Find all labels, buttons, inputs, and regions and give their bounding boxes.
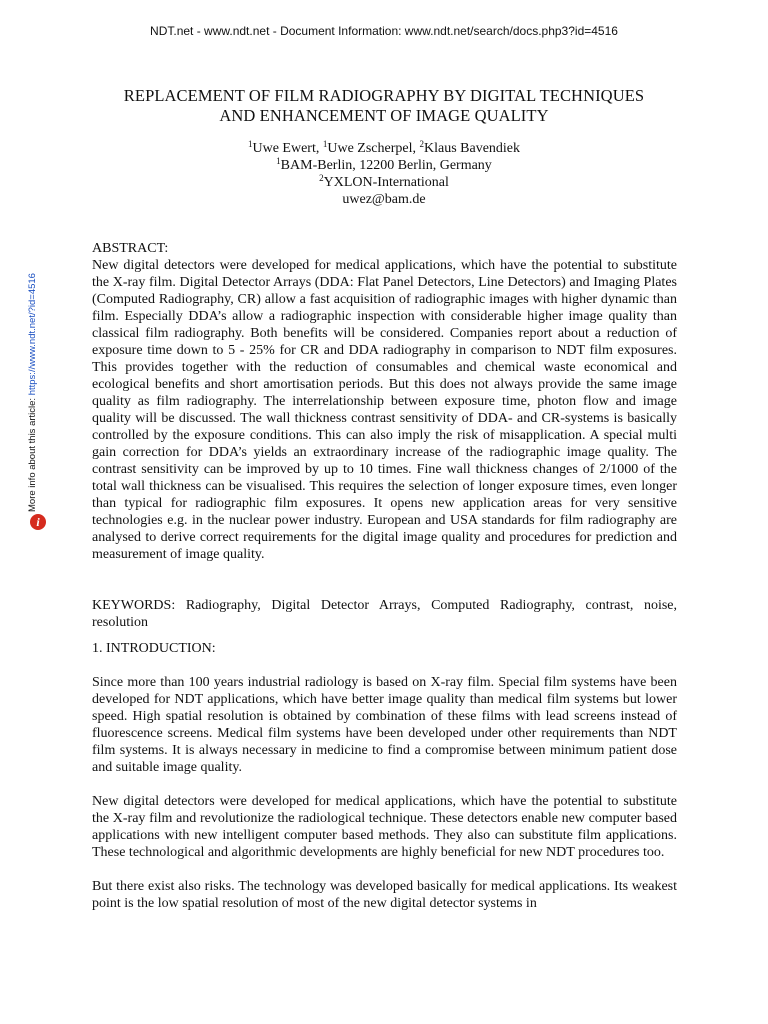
affiliation-2-text: YXLON-International [323,175,449,190]
title-line-1: REPLACEMENT OF FILM RADIOGRAPHY BY DIGITAL TECHNIQUES [123,86,645,105]
paper-title [60,86,708,126]
author-3: Klaus Bavendiek [423,141,521,156]
author-3-affil: 2 [419,139,424,149]
title-line-2: AND ENHANCEMENT OF IMAGE QUALITY [219,106,549,125]
article-info-prefix: More info about this article: [27,395,38,512]
affiliation-1 [60,157,708,174]
author-block [60,140,708,208]
keywords: KEYWORDS: Radiography, Digital Detector Arrays, Computed Radiography, contrast, noise, resolution [92,598,677,630]
affiliation-1-sup: 1 [276,156,281,166]
author-1-affil: 1 [247,139,253,149]
affiliation-2-sup: 2 [319,173,324,183]
paper-body [92,240,677,912]
paragraph: New digital detectors were developed for medical applications, which have the potential to substitute the X-ray film and revolutionize the radiological technique. These detectors enable new computer based applications with new intelligent computer based methods. They also can substitute film applications. These technological and algorithmic developments are highly beneficial for new NDT procedures too. [92,794,677,860]
abstract-heading: ABSTRACT: [92,241,169,256]
author-2: Uwe Zscherpel, [327,141,420,156]
author-2-affil: 1 [322,139,328,149]
author-list [60,140,708,157]
affiliation-2 [60,174,708,191]
article-info-link[interactable]: https://www.ndt.net/?id=4516 [27,273,38,396]
article-info-text[interactable] [27,273,38,512]
author-1: Uwe Ewert, [252,141,323,156]
author-email[interactable]: uwez@bam.de [342,192,426,207]
paragraph: But there exist also risks. The technology was developed basically for medical applications. Its weakest point is the low spatial resolution of most of the new digital detector systems in [92,879,677,911]
info-icon[interactable]: i [30,514,46,530]
source-header: NDT.net - www.ndt.net - Document Information: www.ndt.net/search/docs.php3?id=4516 [150,24,618,38]
affiliation-1-text: BAM-Berlin, 12200 Berlin, Germany [280,158,492,173]
abstract-text: New digital detectors were developed for medical applications, which have the potential to substitute the X-ray film. Digital Detector Arrays (DDA: Flat Panel Detectors, Line Detectors) and Imaging Plates (Computed Radiography, CR) allow a fast acquisition of radiographic images with higher dynamic than film. Especially DDA’s allow a radiographic inspection with considerable higher image quality than classical film radiography. Both benefits will be considered. Companies report about a reduction of exposure time down to 5 - 25% for CR and DDA radiography in comparison to NDT film exposures. This provides together with the reduction of consumables and chemical waste economical and ecological benefits and short amortisation periods. But this does not always provide the same image quality as film radiography. The interrelationship between exposure time, photon flow and image quality will be discussed. The wall thickness contrast sensitivity of DDA- and CR-systems is basically controlled by the exposure conditions. This can also imply the risk of misapplication. A special multi gain correction for DDA’s yields an extraordinary increase of the radiographic image quality. The contrast sensitivity can be improved by up to 10 times. Fine wall thickness changes of 2/1000 of the total wall thickness can be visualised. This requires the selection of longer exposure times, even longer than typical for radiographic film exposures. It opens new application areas for very sensitive technologies e.g. in the nuclear power industry. European and USA standards for film radiography are analysed to derive correct requirements for the digital image quality and procedures for prediction and measurement of image quality. [92,258,677,562]
paragraph: Since more than 100 years industrial radiology is based on X-ray film. Special film systems have been developed for NDT applications, which have better image quality than medical film systems but lower speed. High spatial resolution is obtained by combination of these films with lead screens instead of fluorescence screens. Medical film systems have been developed under other requirements than NDT film systems. It is always necessary in medicine to find a compromise between minimum patient dose and suitable image quality. [92,675,677,775]
section-heading: 1. INTRODUCTION: [92,641,216,656]
